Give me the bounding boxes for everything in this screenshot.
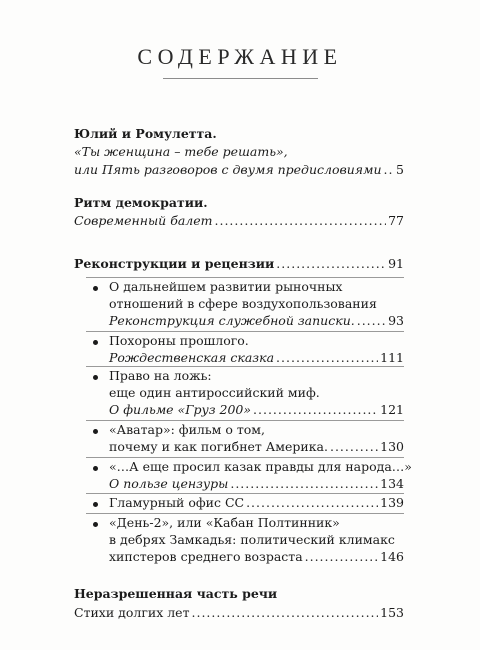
page-number: 77 [388,213,404,228]
section-heading-julius: Юлий и Ромулетта. [74,126,217,141]
leader-dots [357,313,386,329]
page-number: 91 [388,256,404,271]
item-lie-subtitle: О фильме «Груз 200» [109,402,252,417]
page-number: 130 [380,439,404,454]
item-divider [86,420,404,421]
toc-entry-avatar[interactable] [109,439,404,455]
item-airspace-subtitle: Реконструкция служебной записки. [109,313,355,328]
item-lie-line1: Право на ложь: [109,368,212,383]
leader-dots [276,350,378,366]
leader-dots [276,256,386,272]
item-cossack-subtitle: О пользе цензуры [109,476,229,491]
page-number: 139 [380,495,404,510]
title-rule [163,78,318,79]
item-avatar-line1: «Аватар»: фильм о том, [109,422,265,437]
section-subtitle-julius-line2: или Пять разговоров с двумя предисловиями [74,162,382,177]
page-number: 111 [380,350,404,365]
toc-entry-day2[interactable] [109,549,404,565]
toc-entry-cossack[interactable] [109,476,404,492]
toc-entry-julius[interactable] [74,162,404,178]
leader-dots [192,605,379,621]
page-number: 5 [396,162,404,177]
item-day2-line1: «День-2», или «Кабан Полтинник» [109,515,340,530]
section-subtitle-poems: Стихи долгих лет [74,605,190,620]
toc-entry-poems[interactable] [74,605,404,621]
bullet [93,502,98,507]
item-day2-line3: хипстеров среднего возраста [109,549,303,564]
item-airspace-line2: отношений в сфере воздухопользования [109,296,377,311]
bullet [93,340,98,345]
page-number: 146 [380,549,404,564]
bullet [93,286,98,291]
page-number: 134 [380,476,404,491]
section-heading-unresolved: Неразрешенная часть речи [74,586,278,601]
section-heading-reconstructions: Реконструкции и рецензии [74,256,275,271]
section-subtitle-rhythm: Современный балет [74,213,213,228]
item-glamour-line1: Гламурный офис СС [109,495,245,510]
page-number: 93 [388,313,404,328]
toc-entry-glamour[interactable] [109,495,404,511]
item-divider [86,366,404,367]
section-heading-rhythm: Ритм демократии. [74,195,208,210]
item-divider [86,513,404,514]
toc-entry-rhythm[interactable] [74,213,404,229]
leader-dots [384,162,395,178]
item-divider [86,493,404,494]
item-funeral-line1: Похороны прошлого. [109,333,249,348]
item-divider [86,457,404,458]
page-title: СОДЕРЖАНИЕ [137,44,343,69]
item-day2-line2: в дебрях Замкадья: политический климакс [109,532,395,547]
bullet [93,466,98,471]
leader-dots [215,213,387,229]
toc-entry-airspace[interactable] [109,313,404,329]
page-number: 121 [380,402,404,417]
leader-dots [253,402,378,418]
toc-entry-reconstructions[interactable] [74,256,404,272]
toc-entry-lie[interactable] [109,402,404,418]
item-divider [86,331,404,332]
item-divider [86,277,404,278]
item-airspace-line1: О дальнейшем развитии рыночных [109,279,343,294]
leader-dots [305,549,379,565]
leader-dots [246,495,378,511]
section-subtitle-julius-line1: «Ты женщина – тебе решать», [74,144,288,159]
bullet [93,375,98,380]
bullet [93,522,98,527]
leader-dots [230,476,378,492]
item-lie-line2: еще один антироссийский миф. [109,385,320,400]
item-funeral-subtitle: Рождественская сказка [109,350,275,365]
item-avatar-line2: почему и как погибнет Америка. [109,439,328,454]
bullet [93,429,98,434]
leader-dots [330,439,378,455]
toc-entry-funeral[interactable] [109,350,404,366]
item-cossack-line1: «…А еще просил казак правды для народа…» [109,459,412,474]
page-number: 153 [380,605,404,620]
